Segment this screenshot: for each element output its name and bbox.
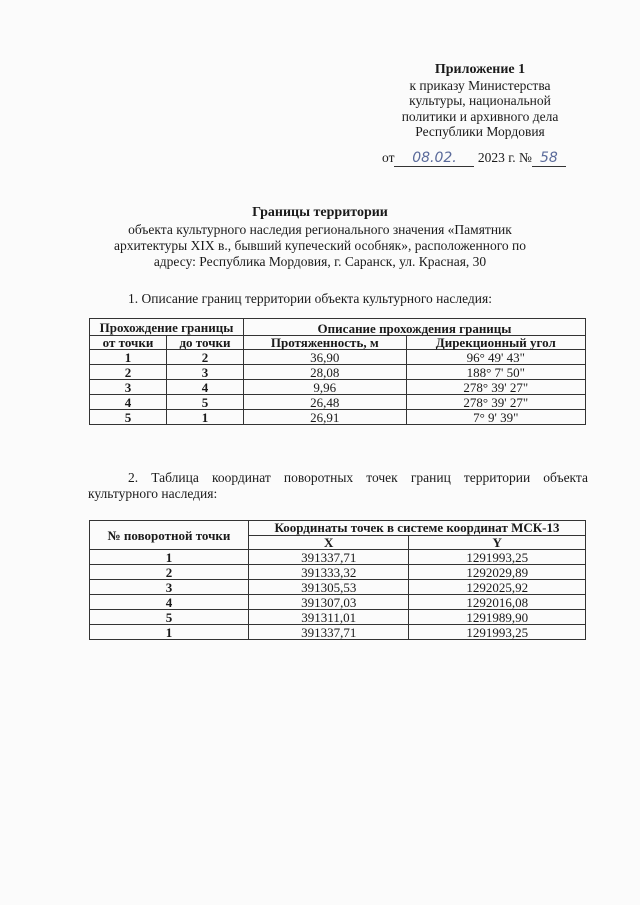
appendix-line: к приказу Министерства bbox=[409, 77, 551, 93]
cell: 5 bbox=[90, 410, 167, 425]
boundary-table bbox=[89, 318, 586, 425]
cell: 1292016,08 bbox=[409, 595, 586, 610]
table-row bbox=[90, 410, 586, 425]
cell: 2 bbox=[90, 365, 167, 380]
table-row bbox=[90, 580, 586, 595]
cell: 4 bbox=[167, 380, 244, 395]
cell: 4 bbox=[90, 595, 249, 610]
cell: 391305,53 bbox=[249, 580, 409, 595]
cell: 278° 39' 27" bbox=[406, 395, 585, 410]
cell: 36,90 bbox=[244, 350, 407, 365]
col-length: Протяженность, м bbox=[244, 336, 407, 350]
cell: 188° 7' 50" bbox=[406, 365, 585, 380]
table-row bbox=[90, 365, 586, 380]
cell: 96° 49' 43" bbox=[406, 350, 585, 365]
from-label: от bbox=[382, 150, 395, 165]
cell: 391337,71 bbox=[249, 625, 409, 640]
cell: 1 bbox=[167, 410, 244, 425]
y-header: Y bbox=[409, 535, 586, 550]
year-text: 2023 г. № bbox=[477, 150, 532, 165]
col-from: от точки bbox=[90, 336, 167, 350]
handwritten-number: 58 bbox=[532, 150, 566, 167]
document-title: Границы территории bbox=[252, 205, 388, 220]
point-number-header: № поворотной точки bbox=[90, 521, 249, 550]
cell: 5 bbox=[90, 610, 249, 625]
cell: 1 bbox=[90, 625, 249, 640]
table-row bbox=[90, 395, 586, 410]
cell: 3 bbox=[90, 380, 167, 395]
cell: 28,08 bbox=[244, 365, 407, 380]
cell: 1291989,90 bbox=[409, 610, 586, 625]
table-row bbox=[90, 625, 586, 640]
table-row bbox=[90, 380, 586, 395]
document-subtitle: объекта культурного наследия регионального значения «Памятник архитектуры XIX в., бывший купеческий особняк», расположенного по адресу: Республика Мордовия, г. Саранск, ул. Красная, 30 bbox=[113, 222, 527, 269]
section-1-heading: 1. Описание границ территории объекта культурного наследия: bbox=[128, 291, 492, 306]
cell: 3 bbox=[167, 365, 244, 380]
cell: 4 bbox=[90, 395, 167, 410]
table-row bbox=[90, 350, 586, 365]
cell: 7° 9' 39" bbox=[406, 410, 585, 425]
cell: 2 bbox=[167, 350, 244, 365]
cell: 1291993,25 bbox=[409, 625, 586, 640]
cell: 1 bbox=[90, 550, 249, 565]
table-row bbox=[90, 550, 586, 565]
appendix-block bbox=[360, 62, 600, 140]
cell: 9,96 bbox=[244, 380, 407, 395]
cell: 278° 39' 27" bbox=[406, 380, 585, 395]
cell: 1 bbox=[90, 350, 167, 365]
table-row bbox=[90, 595, 586, 610]
section-2-heading: 2. Таблица координат поворотных точек границ территории объекта культурного наследия: bbox=[88, 470, 588, 501]
appendix-line: политики и архивного дела bbox=[401, 108, 559, 124]
coordinate-system-header: Координаты точек в системе координат МСК-13 bbox=[249, 521, 586, 536]
cell: 1292025,92 bbox=[409, 580, 586, 595]
cell: 391311,01 bbox=[249, 610, 409, 625]
cell: 26,91 bbox=[244, 410, 407, 425]
cell: 3 bbox=[90, 580, 249, 595]
table-row bbox=[90, 565, 586, 580]
coordinates-table bbox=[89, 520, 586, 640]
cell: 1292029,89 bbox=[409, 565, 586, 580]
appendix-title: Приложение 1 bbox=[434, 62, 526, 77]
description-header: Описание прохождения границы bbox=[244, 319, 586, 336]
appendix-line: культуры, национальной bbox=[409, 93, 551, 108]
handwritten-date: 08.02. bbox=[394, 150, 474, 167]
cell: 2 bbox=[90, 565, 249, 580]
cell: 391333,32 bbox=[249, 565, 409, 580]
cell: 5 bbox=[167, 395, 244, 410]
group-header: Прохождение границы bbox=[90, 319, 244, 336]
cell: 391337,71 bbox=[249, 550, 409, 565]
table-row bbox=[90, 610, 586, 625]
col-to: до точки bbox=[167, 336, 244, 350]
appendix-line: Республики Мордовия bbox=[415, 124, 545, 139]
cell: 1291993,25 bbox=[409, 550, 586, 565]
x-header: X bbox=[249, 535, 409, 550]
cell: 391307,03 bbox=[249, 595, 409, 610]
cell: 26,48 bbox=[244, 395, 407, 410]
order-date-line bbox=[382, 150, 566, 167]
col-angle: Дирекционный угол bbox=[406, 336, 585, 350]
